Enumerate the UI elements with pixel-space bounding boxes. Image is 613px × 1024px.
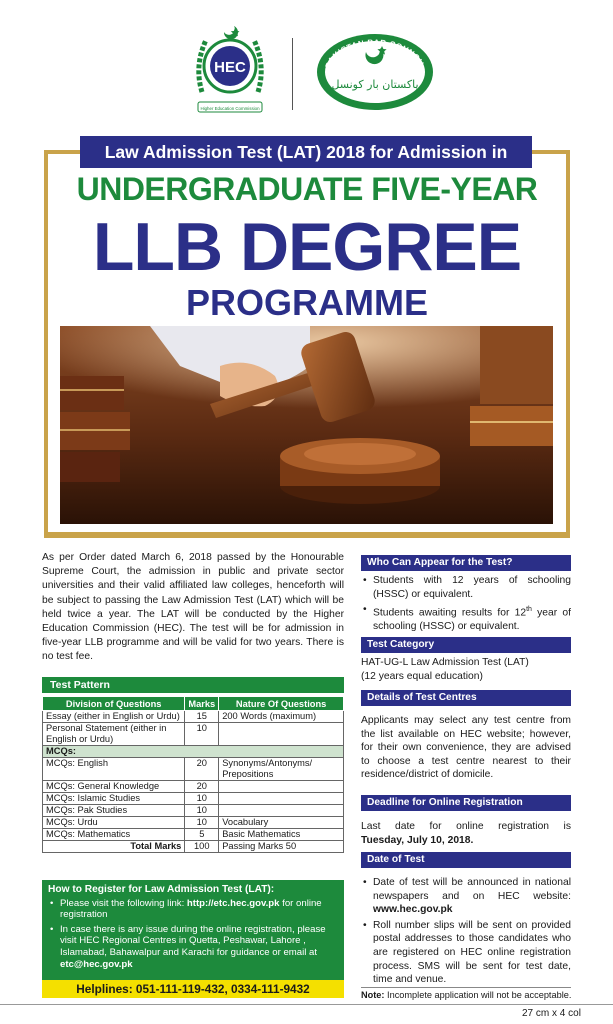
registration-box [42,880,344,980]
hec-logo-text: HEC [214,59,246,76]
table-row [43,817,344,829]
registration-link[interactable]: http://etc.hec.gov.pk [186,897,280,909]
who-can-appear-list [361,574,571,636]
pbc-urdu-text: پاکستان بار کونسل [331,78,419,91]
ad-size: 27 cm x 4 col [522,1008,581,1019]
test-category-text [361,656,571,683]
cell-marks: 10 [185,793,219,805]
cell-nature: 200 Words (maximum) [219,711,344,723]
cell-marks: 10 [185,817,219,829]
cell-marks: 10 [185,723,219,746]
total-row [43,841,344,853]
list-item [361,876,571,917]
hec-caption: Higher Education Commission [200,106,260,111]
table-row [43,829,344,841]
table-row [43,723,344,746]
col-marks: Marks [185,697,219,711]
title-undergraduate: UNDERGRADUATE FIVE-YEAR [76,171,538,207]
list-item [361,603,571,634]
pakistan-bar-council-logo [312,28,438,114]
logo-divider [292,38,293,110]
cell-division: MCQs: Pak Studies [43,805,185,817]
list-item: • Students with 12 years of schooling (HSSC) or equivalent. [361,574,571,601]
note-label: Note: [361,990,385,1000]
test-centres-text: Applicants may select any test centre from the list available on HEC website; however, for their own convenience, they are advised to choose a test centre nearest to their residence/district of domicile. [361,715,571,781]
cell-nature: Basic Mathematics [219,829,344,841]
deadline-line: Last date for online registration is [361,821,571,832]
test-category-line: HAT-UG-L Law Admission Test (LAT) [361,657,529,668]
cell-nature: Synonyms/Antonyms/ Prepositions [219,758,344,781]
cell-nature [219,723,344,746]
superscript: th [526,606,532,614]
table-row [43,781,344,793]
cell-nature [219,793,344,805]
pbc-logo-text: PAKISTAN BAR COUNCIL [323,37,427,70]
table-header-row [43,697,344,711]
cell-marks: 5 [185,829,219,841]
date-of-test-list [361,876,571,989]
registration-text: In case there is any issue during the online registration, please visit HEC Regional Centres in Quetta, Peshawar, Lahore , Islamabad, Bahawalpur and Karachi for guidance or email at [60,923,326,958]
table-row [43,711,344,723]
note [361,987,571,1001]
hec-logo [188,22,272,120]
test-centres-heading: Details of Test Centres [361,690,571,706]
date-of-test-heading: Date of Test [361,852,571,868]
title-programme: PROGRAMME [186,282,428,323]
cell-division: MCQs: Mathematics [43,829,185,841]
passing-marks: Passing Marks 50 [219,841,344,853]
cell-marks: 20 [185,781,219,793]
test-pattern-heading: Test Pattern [42,677,344,693]
deadline-date: Tuesday, July 10, 2018. [361,834,474,846]
deadline-heading: Deadline for Online Registration [361,795,571,811]
cell-marks: 20 [185,758,219,781]
helplines-bar: Helplines: 051-111-119-432, 0334-111-9432 [42,980,344,998]
header-logos [0,22,613,122]
table-row [43,793,344,805]
title-banner: Law Admission Test (LAT) 2018 for Admission in [80,136,532,168]
hec-website-link[interactable]: www.hec.gov.pk [373,904,453,916]
registration-text: for online registration [60,897,322,921]
cell-nature [219,781,344,793]
cell-nature: Vocabulary [219,817,344,829]
bottom-rule [0,1004,613,1005]
cell-marks: 15 [185,711,219,723]
who-can-appear-heading: Who Can Appear for the Test? [361,555,571,571]
test-category-heading: Test Category [361,637,571,653]
mcq-section-label: MCQs: [43,746,344,758]
col-division: Division of Questions [43,697,185,711]
deadline-text [361,820,571,847]
test-category-line: (12 years equal education) [361,670,483,682]
intro-paragraph: As per Order dated March 6, 2018 passed by the Honourable Supreme Court, the admission in public and private sector universities and their valid affiliated law colleges, henceforth will be subject to passing the Law Admission Test (LAT) which will be held twice a year. The LAT will be conducted by the Higher Education Commission (HEC). The test will be for admission in five-year LLB programme and will be valid for two years. There is no test fee. [42,552,344,663]
cell-division: MCQs: English [43,758,185,781]
cell-division: Personal Statement (either in English or Urdu) [43,723,185,746]
total-label: Total Marks [43,841,185,853]
cell-division: MCQs: Islamic Studies [43,793,185,805]
registration-item [48,924,338,970]
cell-marks: 10 [185,805,219,817]
list-item-text: year of schooling (HSSC) or equivalent. [373,607,571,633]
cell-division: MCQs: General Knowledge [43,781,185,793]
total-marks: 100 [185,841,219,853]
gavel-image [60,326,553,524]
list-item: • Roll number slips will be sent on provided postal addresses to those candidates who are registered on HEC online registration process. SMS will be sent for test date, time and venue. [361,919,571,987]
note-text: Incomplete application will not be acceptable. [384,990,572,1000]
registration-text: Please visit the following link: [60,897,187,909]
title-llb-degree: LLB DEGREE [92,209,522,285]
table-row [43,758,344,781]
registration-item [48,898,338,921]
registration-title: How to Register for Law Admission Test (LAT): [48,884,275,895]
col-nature: Nature Of Questions [219,697,344,711]
list-item-text: Students awaiting results for 12 [373,607,527,619]
table-row [43,805,344,817]
cell-division: Essay (either in English or Urdu) [43,711,185,723]
cell-nature [219,805,344,817]
registration-email[interactable]: etc@hec.gov.pk [60,958,133,970]
mcq-section-row [43,746,344,758]
test-pattern-table [42,696,344,853]
list-item-text: Date of test will be announced in national newspapers and on HEC website: [373,877,571,902]
cell-division: MCQs: Urdu [43,817,185,829]
